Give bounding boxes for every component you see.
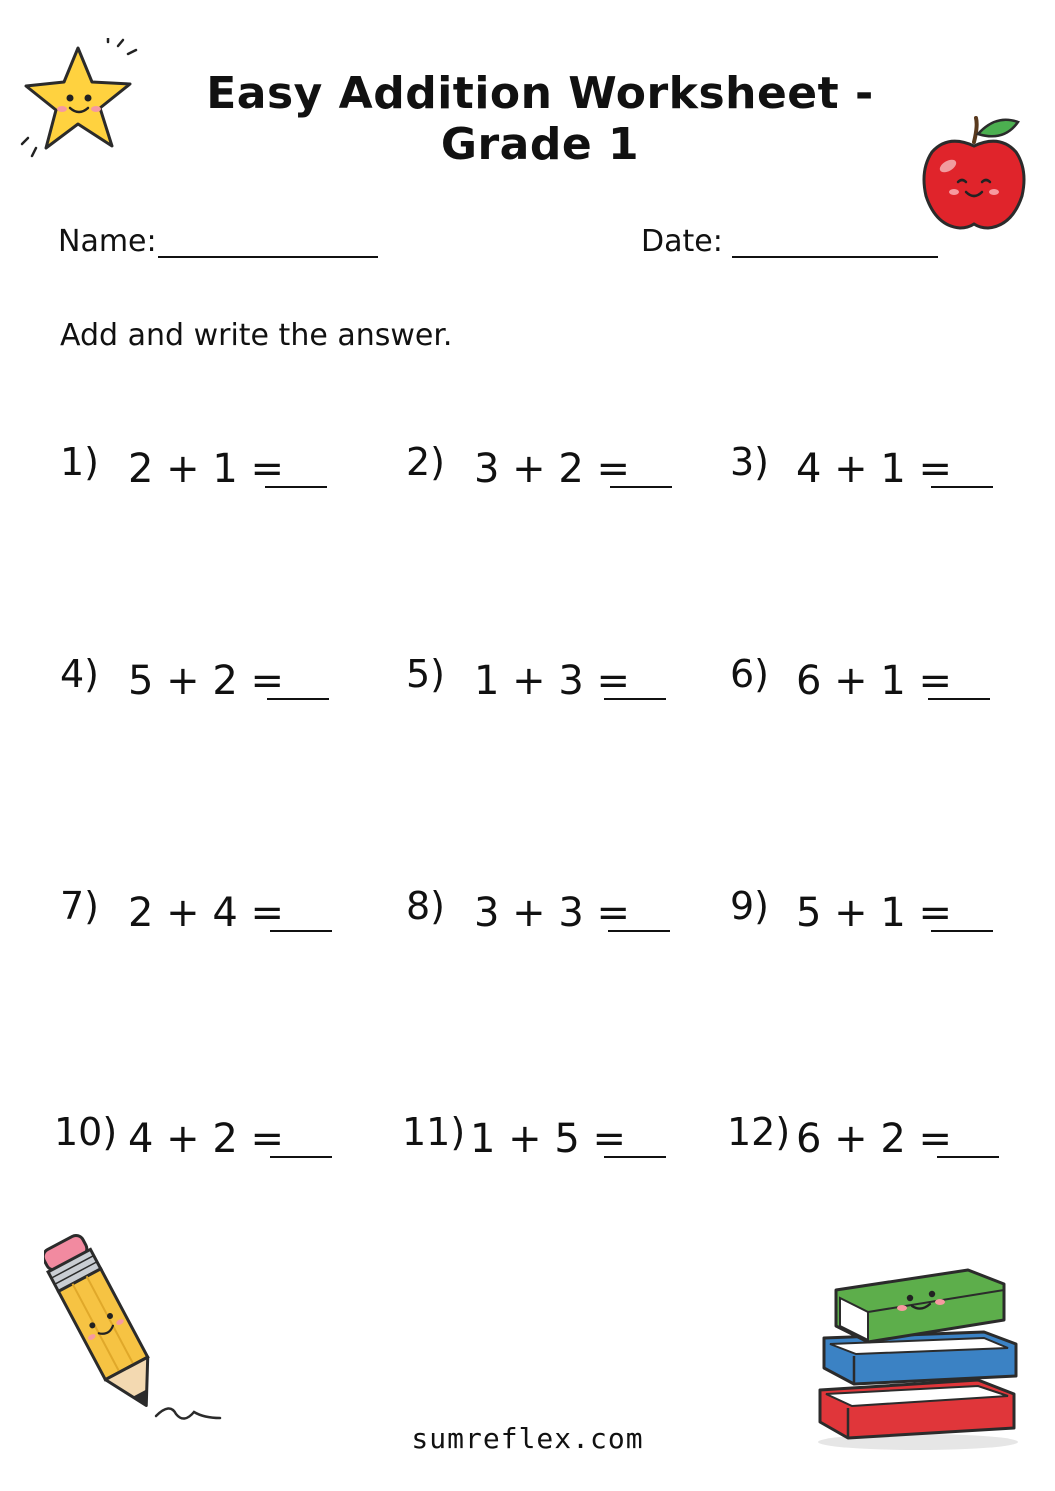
problem-expression: 2 + 1 =	[128, 446, 285, 492]
problem-expression: 5 + 1 =	[796, 890, 953, 936]
problem-item	[60, 652, 360, 712]
problem-item	[730, 652, 1030, 712]
problem-item	[60, 884, 360, 944]
star-icon	[20, 38, 150, 168]
problem-item	[402, 1110, 702, 1170]
problem-expression: 4 + 1 =	[796, 446, 953, 492]
problem-number: 8)	[406, 884, 446, 928]
problem-number: 11)	[402, 1110, 466, 1154]
apple-icon	[918, 112, 1030, 234]
answer-blank[interactable]	[604, 1156, 666, 1158]
answer-blank[interactable]	[270, 1156, 332, 1158]
answer-blank[interactable]	[928, 698, 990, 700]
problem-expression: 6 + 2 =	[796, 1116, 953, 1162]
problem-number: 5)	[406, 652, 446, 696]
name-label: Name:	[58, 224, 157, 259]
problem-number: 6)	[730, 652, 770, 696]
problem-number: 9)	[730, 884, 770, 928]
answer-blank[interactable]	[937, 1156, 999, 1158]
problem-item	[54, 1110, 360, 1170]
pencil-icon	[44, 1226, 224, 1426]
answer-blank[interactable]	[265, 486, 327, 488]
books-icon	[808, 1262, 1028, 1454]
problem-expression: 1 + 5 =	[470, 1116, 627, 1162]
problem-item	[727, 1110, 1027, 1170]
page-title: Easy Addition Worksheet - Grade 1	[206, 68, 874, 170]
problem-expression: 4 + 2 =	[128, 1116, 285, 1162]
problem-item	[60, 440, 360, 500]
date-field[interactable]	[732, 256, 938, 258]
problem-expression: 6 + 1 =	[796, 658, 953, 704]
answer-blank[interactable]	[270, 930, 332, 932]
problem-expression: 1 + 3 =	[474, 658, 631, 704]
problem-item	[730, 884, 1030, 944]
name-field[interactable]	[158, 256, 378, 258]
problem-number: 1)	[60, 440, 100, 484]
problem-number: 7)	[60, 884, 100, 928]
answer-blank[interactable]	[267, 698, 329, 700]
date-label: Date:	[641, 224, 723, 259]
problem-item	[406, 440, 706, 500]
problem-expression: 2 + 4 =	[128, 890, 285, 936]
problem-number: 10)	[54, 1110, 118, 1154]
problem-item	[406, 652, 706, 712]
answer-blank[interactable]	[608, 930, 670, 932]
answer-blank[interactable]	[931, 486, 993, 488]
problem-number: 2)	[406, 440, 446, 484]
problem-number: 12)	[727, 1110, 791, 1154]
site-footer: sumreflex.com	[411, 1422, 644, 1455]
problem-expression: 5 + 2 =	[128, 658, 285, 704]
problem-expression: 3 + 2 =	[474, 446, 631, 492]
problem-item	[730, 440, 1030, 500]
problem-number: 4)	[60, 652, 100, 696]
problem-number: 3)	[730, 440, 770, 484]
answer-blank[interactable]	[931, 930, 993, 932]
answer-blank[interactable]	[604, 698, 666, 700]
answer-blank[interactable]	[610, 486, 672, 488]
instructions: Add and write the answer.	[60, 318, 453, 353]
problem-item	[406, 884, 706, 944]
problem-expression: 3 + 3 =	[474, 890, 631, 936]
